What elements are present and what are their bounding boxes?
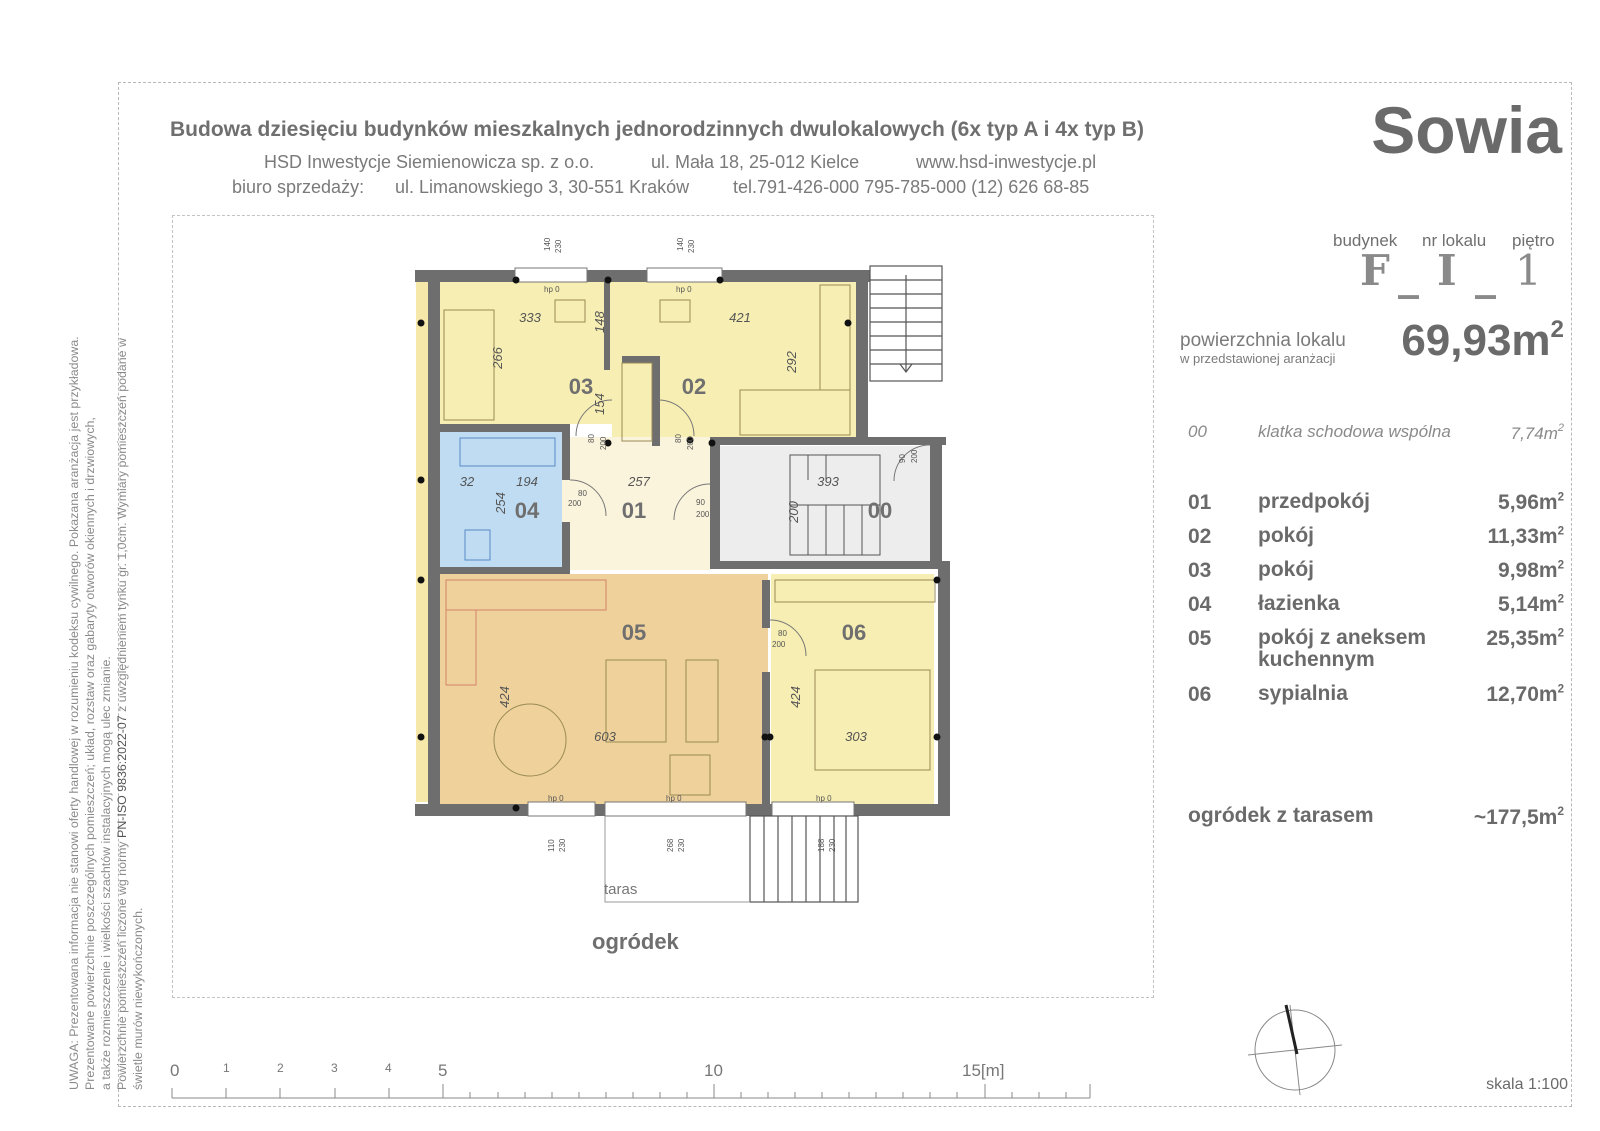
- dimension: 303: [845, 729, 867, 744]
- scale-tick-label: 4: [385, 1061, 392, 1075]
- room-label: 06: [841, 620, 867, 645]
- window-label: 230: [828, 838, 837, 852]
- dimension: 421: [729, 310, 751, 325]
- window-label: 230: [558, 838, 567, 852]
- norm-reference: PN-ISO 9836:2022-07: [115, 715, 129, 838]
- disclaimer-line: a także rozmieszczenie i wielkości szachtów instalacyjnych mogą ulec zmianie.: [99, 656, 113, 1090]
- room-name: przedpokój: [1258, 490, 1371, 513]
- office-address: ul. Limanowskiego 3, 30-551 Kraków: [395, 177, 690, 197]
- adjacent-strip-fill: [416, 282, 428, 802]
- dimension: 194: [516, 474, 538, 489]
- dimension: 32: [459, 474, 475, 489]
- room-name: pokój: [1258, 524, 1314, 547]
- building-label: budynek: [1333, 231, 1398, 250]
- room-name: łazienka: [1258, 592, 1340, 615]
- external-stairs-top: [870, 266, 942, 381]
- window-label: 268: [666, 838, 675, 852]
- scale-tick-label: 15[m]: [962, 1061, 1005, 1080]
- project-title: Budowa dziesięciu budynków mieszkalnych jednorodzinnych dwulokalowych (6x typ A i 4x typ B): [170, 118, 1144, 141]
- floor-value: 1: [1515, 246, 1542, 295]
- external-stairs-bottom: [750, 816, 858, 902]
- door-label: 80: [674, 434, 683, 443]
- room-03-fill: [438, 282, 612, 424]
- room-number: 04: [1188, 593, 1212, 616]
- dimension: 154: [592, 393, 607, 415]
- room-label: 01: [621, 498, 647, 523]
- window-label: hp 0: [666, 794, 682, 803]
- window-label: 140: [543, 237, 552, 251]
- room-number: 05: [1188, 627, 1212, 650]
- garden-area: $\sim 177,5m^2$: [1473, 804, 1564, 829]
- staircase-name: klatka schodowa wspólna: [1258, 422, 1451, 441]
- room-name: pokój z aneksem kuchennym: [1258, 626, 1427, 671]
- window-label: hp 0: [676, 285, 692, 294]
- separator: _: [1398, 250, 1419, 299]
- phone-numbers: tel.791-426-000 795-785-000 (12) 626 68-85: [733, 177, 1090, 197]
- door-label: 200: [568, 499, 582, 508]
- door-label: 80: [587, 434, 596, 443]
- staircase-number: 00: [1188, 422, 1207, 441]
- room-label: 00: [867, 498, 893, 523]
- scale-bar: [170, 1061, 1090, 1098]
- total-area: $69,93m^2$: [1401, 316, 1564, 366]
- dimension: 603: [594, 729, 616, 744]
- company-name: HSD Inwestycje Siemienowicza sp. z o.o.: [264, 152, 595, 172]
- door-label: 80: [578, 489, 587, 498]
- scale-tick-label: 0: [170, 1061, 180, 1080]
- room-name: sypialnia: [1258, 682, 1348, 705]
- north-arrow-icon: [1248, 1005, 1342, 1095]
- room-label: 04: [514, 498, 540, 523]
- dimension: 424: [497, 686, 512, 708]
- room-name: pokój: [1258, 558, 1314, 581]
- dimension: 333: [519, 310, 541, 325]
- window-label: 230: [687, 239, 696, 253]
- scale-tick-label: 5: [438, 1061, 448, 1080]
- dimension: 424: [788, 686, 803, 708]
- disclaimer-line: świetle murów niewykończonych.: [131, 907, 145, 1090]
- dimension: 200: [786, 501, 801, 523]
- room-area: $9,98m^2$: [1498, 559, 1564, 582]
- window-label: 110: [547, 839, 556, 852]
- staircase-area: $7,74m^2$: [1510, 422, 1564, 443]
- window-label: hp 0: [544, 285, 560, 294]
- room-label: 03: [568, 374, 594, 399]
- garden-caption: ogródek: [592, 929, 679, 954]
- floor-label: piętro: [1512, 231, 1555, 250]
- disclaimer-line: UWAGA: Prezentowana informacja nie stanowi oferty handlowej w rozumieniu kodeksu cywilnego. Pokazana aranżacja jest przykładowa.: [67, 336, 81, 1090]
- terrace-label: taras: [604, 881, 638, 898]
- window-label: 230: [554, 239, 563, 253]
- company-address: ul. Mała 18, 25-012 Kielce: [651, 152, 860, 172]
- room-area: $11,33m^2$: [1487, 525, 1564, 548]
- door-label: 200: [599, 436, 608, 450]
- unit-number-label: nr lokalu: [1422, 231, 1487, 250]
- scale-tick-label: 1: [223, 1061, 230, 1075]
- dimension: 393: [817, 474, 839, 489]
- disclaimer-line: Powierzchnie pomieszczeń liczone wg normy PN-ISO 9836:2022-07 z uwzględnieniem tynku gr. 1,0cm. Wymiary pomieszczeń podane w: [115, 338, 129, 1090]
- room-number: 03: [1188, 559, 1212, 582]
- area-label: powierzchnia lokalu: [1180, 330, 1346, 351]
- room-area: $5,96m^2$: [1498, 491, 1564, 514]
- unit-number-value: I: [1437, 246, 1457, 295]
- room-number: 02: [1188, 525, 1212, 548]
- door-label: 200: [772, 640, 786, 649]
- dimension: 254: [493, 492, 508, 514]
- window-label: 230: [677, 838, 686, 852]
- office-label: biuro sprzedaży:: [232, 177, 365, 197]
- window-label: hp 0: [816, 794, 832, 803]
- door-label: 200: [696, 510, 710, 519]
- door-label: 200: [910, 449, 919, 463]
- room-label: 02: [681, 374, 707, 399]
- dimension: 292: [784, 351, 799, 373]
- room-label: 05: [621, 620, 647, 645]
- garden-label: ogródek z tarasem: [1188, 804, 1374, 827]
- window-label: 140: [676, 237, 685, 251]
- window-label: hp 0: [548, 794, 564, 803]
- door-label: 200: [686, 436, 695, 450]
- brand-name: Sowia: [1371, 93, 1562, 167]
- room-area: $12,70m^2$: [1486, 683, 1564, 706]
- dimension: 257: [628, 474, 650, 489]
- window-label: 188: [817, 838, 826, 852]
- door-label: 90: [696, 498, 705, 507]
- scale-note: skala 1:100: [1486, 1076, 1568, 1093]
- room-number: 06: [1188, 683, 1212, 706]
- website-link[interactable]: www.hsd-inwestycje.pl: [916, 152, 1097, 172]
- room-area: $5,14m^2$: [1498, 593, 1564, 616]
- scale-tick-label: 3: [331, 1061, 338, 1075]
- door-label: 90: [898, 454, 907, 463]
- dimension: 148: [592, 311, 607, 333]
- dimension: 266: [490, 347, 505, 369]
- room-number: 01: [1188, 491, 1212, 514]
- door-label: 80: [778, 629, 787, 638]
- scale-tick-label: 10: [704, 1061, 723, 1080]
- scale-tick-label: 2: [277, 1061, 284, 1075]
- building-value: F: [1360, 246, 1390, 295]
- disclaimer-line: Prezentowane powierzchnie poszczególnych pomieszczeń; układ, rozstaw oraz gabaryty otworów okiennych i drzwiowych,: [83, 417, 97, 1090]
- area-sublabel: w przedstawionej aranżacji: [1180, 351, 1336, 366]
- room-area: $25,35m^2$: [1486, 627, 1564, 650]
- separator: _: [1475, 250, 1496, 299]
